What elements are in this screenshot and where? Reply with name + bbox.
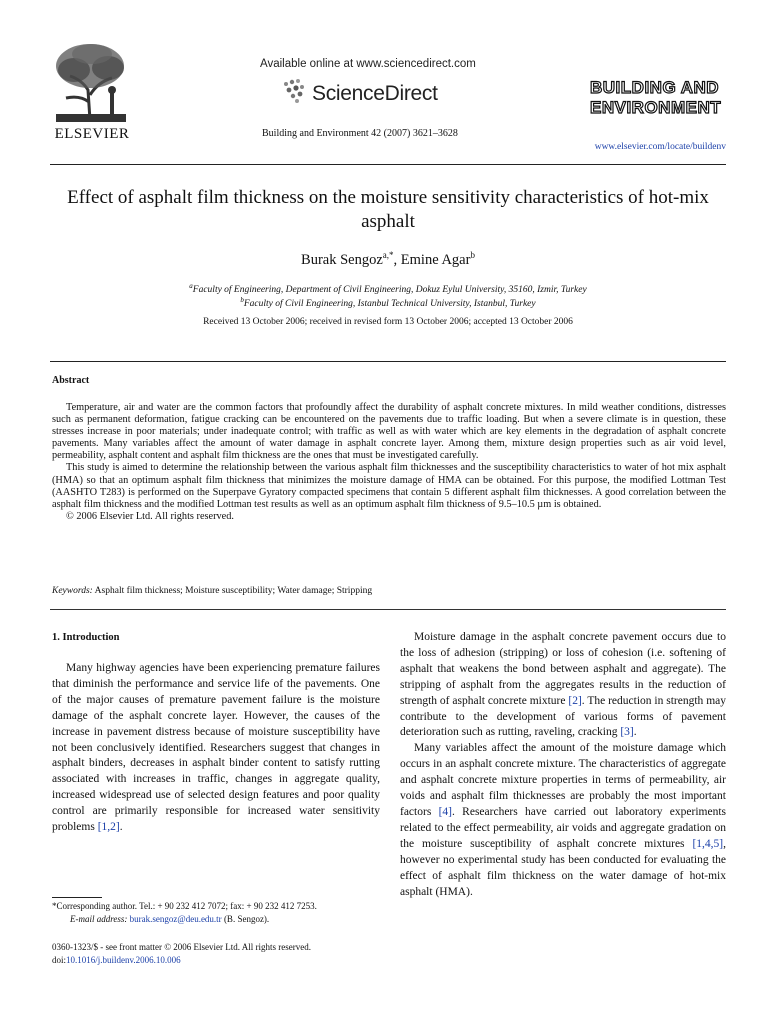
citation-link[interactable]: [2] [568,694,582,707]
keywords-label: Keywords: [52,586,93,596]
received-dates: Received 13 October 2006; received in revised form 13 October 2006; accepted 13 October 2006 [203,317,573,327]
author-separator: , [393,251,401,268]
elsevier-tree-logo [52,40,130,124]
body-text: . [633,726,637,739]
abstract-paragraph: This study is aimed to determine the relationship between the various asphalt film thicknesses and the susceptibility characteristics to water of hot mix asphalt (HMA) so that an optimum asphalt film thickness that minimizes the moisture damage of HMA can be obtained. For this purpose, the modified Lottman Test (AASHTO T283) is performed on the Superpave Gyratory compacted specimens that contain 5 different asphalt film thicknesses. A good correlation between the asphalt film thickness and the modified Lottman test results as well as an optimum asphalt film thickness of 9.5–10.5 µm is obtained. [52,462,726,510]
author-name: Emine Agar [400,251,471,268]
body-paragraph [400,741,726,900]
corresponding-author: *Corresponding author. Tel.: + 90 232 412 7072; fax: + 90 232 412 7253. [52,901,317,911]
journal-logo-line2: ENVIRONMENT [590,98,722,117]
citation-link[interactable]: [1,4,5] [692,837,724,850]
affiliation [50,296,726,309]
section-heading: 1. Introduction [52,632,120,643]
citation-link[interactable]: [3] [620,726,634,739]
doi-link[interactable]: 10.1016/j.buildenv.2006.10.006 [66,955,181,965]
citation-link[interactable]: [4] [438,805,453,818]
affiliation-mark: b [240,296,244,304]
article-title: Effect of asphalt film thickness on the moisture sensitivity characteristics of hot-mix asphalt [67,187,709,232]
body-text: Many highway agencies have been experiencing premature failures that diminish the performance and service life of the pavements. One of the major causes of premature pavement failure is the moisture damage of the asphalt concrete layer. However, the causes of the increase in pavement distress because of moisture susceptibility have not been conclusively identified. Researchers suggest that changes in asphalt binders, decreases in asphalt binder content to satisfy rutting associated with increases in traffic, changes in aggregate quality, increased widespread use of selected design features and poor quality control are primarily responsible for increased water sensitivity problems [52,662,380,834]
body-column-left [52,661,380,836]
citation-link[interactable]: [1,2] [97,821,120,834]
abstract-divider [50,361,726,362]
abstract-heading: Abstract [52,375,90,386]
footnote [52,900,392,926]
body-text: Moisture damage in the asphalt concrete pavement occurs due to the loss of adhesion (stripping) or loss of cohesion (i.e. softening of asphalt that weakens the bond between asphalt and aggregate). The stripping of asphalt from the aggregates results in the reduction of strength of asphalt concrete mixture [400,631,726,707]
email-line [52,913,392,926]
available-online-text: Available online at www.sciencedirect.com [260,58,476,70]
body-paragraph [52,661,380,836]
doi-line [52,954,392,967]
body-text: . Researchers have carried out laboratory experiments related to the effect permeability, air voids and aggregate gradation on the moisture susceptibility of asphalt concrete mixtures [400,805,726,850]
body-text: . [119,821,123,834]
body-text: Many variables affect the amount of the moisture damage which occurs in an asphalt concrete mixture. The characteristics of aggregate and asphalt concrete mixture properties in terms of permeability, air voids and asphalt film thicknesses are probably the most important factors [400,742,726,818]
affiliation-text: Faculty of Engineering, Department of Civil Engineering, Dokuz Eylul University, 35160, Izmir, Turkey [192,285,587,296]
footnote-divider [52,897,102,898]
email-link[interactable]: burak.sengoz@deu.edu.tr [127,914,222,924]
affiliation-mark: a [189,282,193,290]
sciencedirect-logo-icon [282,78,306,104]
journal-url-link[interactable]: www.elsevier.com/locate/buildenv [594,142,726,152]
front-matter [52,941,392,967]
body-text: , however no experimental study has been conducted for evaluating the effect of asphalt film thickness on the water damage of hot-mix asphalt (HMA). [400,837,726,898]
body-paragraph [400,630,726,741]
email-label: E-mail address: [70,914,128,924]
body-text: . The reduction in strength may contribute to the development of various forms of pavement deterioration such as rutting, raveling, cracking [400,694,726,739]
publisher-name: ELSEVIER [54,126,130,142]
doi-label: doi: [52,955,67,965]
abstract-paragraph: Temperature, air and water are the common factors that profoundly affect the durability of asphalt concrete mixtures. In mild weather conditions, distresses such as permanent deformation, fatigue cracking can be encountered on the pavements due to traffic loading. But when a severe climate is in question, these stresses increase in poor materials; under inadequate control; with traffic as well as with water which are key elements in the degradation of asphalt concrete pavements. Many variables affect the amount of water damage in asphalt concrete layer. Among them, mixture design properties such as air void level, permeability, asphalt content and asphalt film thickness are the ones that must be investigated carefully. [52,402,726,462]
header-divider [50,164,726,165]
sciencedirect-wordmark: ScienceDirect [312,82,438,105]
journal-logo-line1: BUILDING AND [590,78,720,97]
author-list [50,250,726,269]
email-owner: (B. Sengoz). [221,914,270,924]
copyright-line: © 2006 Elsevier Ltd. All rights reserved. [66,510,234,522]
keywords-list: Asphalt film thickness; Moisture susceptibility; Water damage; Stripping [92,586,373,596]
abstract-body [52,402,726,523]
issn-line: 0360-1323/$ - see front matter © 2006 Elsevier Ltd. All rights reserved. [52,942,312,952]
journal-logo [590,78,726,118]
affiliation [50,282,726,295]
author-affiliation-mark: b [470,250,475,260]
author-name: Burak Sengoz [301,251,383,268]
author-affiliation-mark: a,* [382,250,394,260]
journal-citation: Building and Environment 42 (2007) 3621–3628 [262,128,458,139]
body-column-right [400,630,726,900]
affiliation-text: Faculty of Civil Engineering, Istanbul Technical University, Istanbul, Turkey [243,299,536,310]
body-divider [50,609,726,610]
keywords [52,586,372,596]
